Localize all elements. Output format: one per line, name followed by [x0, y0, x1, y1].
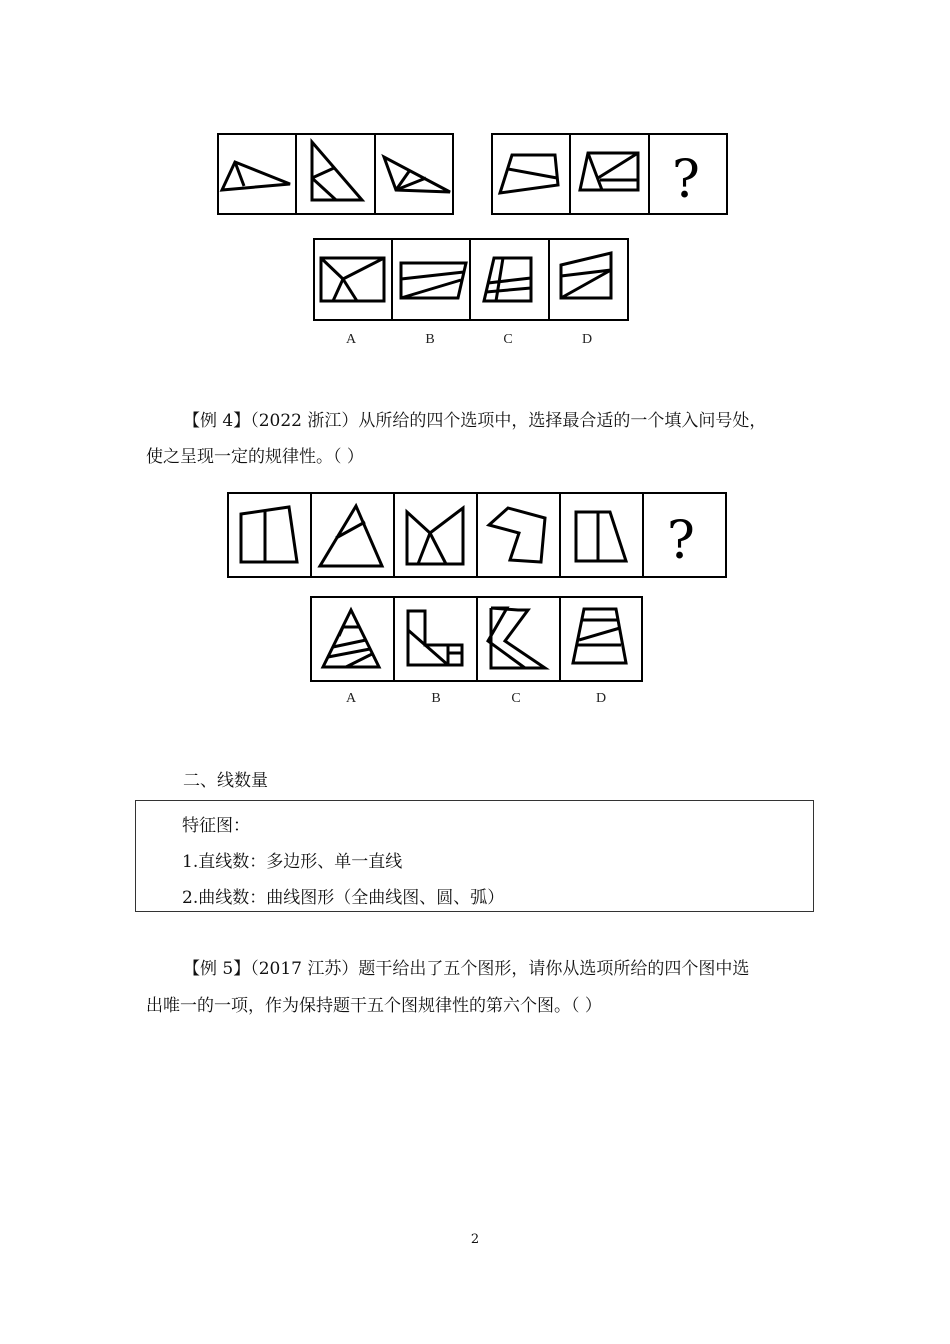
- example4-label-c: C: [511, 691, 521, 706]
- example4-line1: 【例 4】（2022 浙江）从所给的四个选项中，选择最合适的一个填入问号处，: [183, 411, 767, 431]
- example4-text-line2: 使之呈现一定的规律性。（ ）: [146, 447, 364, 467]
- example4-stem-2: [320, 506, 382, 566]
- example4-question-mark: ?: [667, 511, 695, 571]
- example3-label-b: B: [425, 332, 435, 347]
- section2-heading: 二、线数量: [183, 771, 268, 791]
- page-number: 2: [470, 1232, 480, 1247]
- example4-stem-1: [241, 507, 297, 562]
- example4-option-d: [573, 609, 626, 663]
- example3-label-a: A: [345, 332, 357, 347]
- example5-line1: 【例 5】（2017 江苏）题干给出了五个图形，请你从选项所给的四个图中选: [183, 959, 750, 979]
- example3-label-d: D: [581, 332, 593, 347]
- example4-option-b: [408, 611, 462, 665]
- example4-label-a: A: [345, 691, 357, 706]
- example4-label-d: D: [595, 691, 607, 706]
- feature-box: [135, 800, 814, 912]
- example4-stem-figure: [0, 0, 950, 600]
- example4-label-b: B: [431, 691, 441, 706]
- example5-line2: 出唯一的一项，作为保持题干五个图规律性的第六个图。（ ）: [146, 996, 602, 1016]
- example4-stem-3: [407, 508, 463, 564]
- example3-label-c: C: [503, 332, 513, 347]
- example4-stem-4: [489, 508, 545, 562]
- example4-stem-5: [576, 512, 626, 561]
- example4-option-a: [323, 610, 379, 667]
- example4-option-c: [488, 608, 545, 668]
- feature-box-item2: 2.曲线数：曲线图形（全曲线图、圆、弧）: [182, 888, 505, 908]
- feature-box-item1: 1.直线数：多边形、单一直线: [182, 852, 403, 872]
- example3-question-mark: ?: [672, 150, 700, 210]
- feature-box-title: 特征图：: [182, 816, 250, 836]
